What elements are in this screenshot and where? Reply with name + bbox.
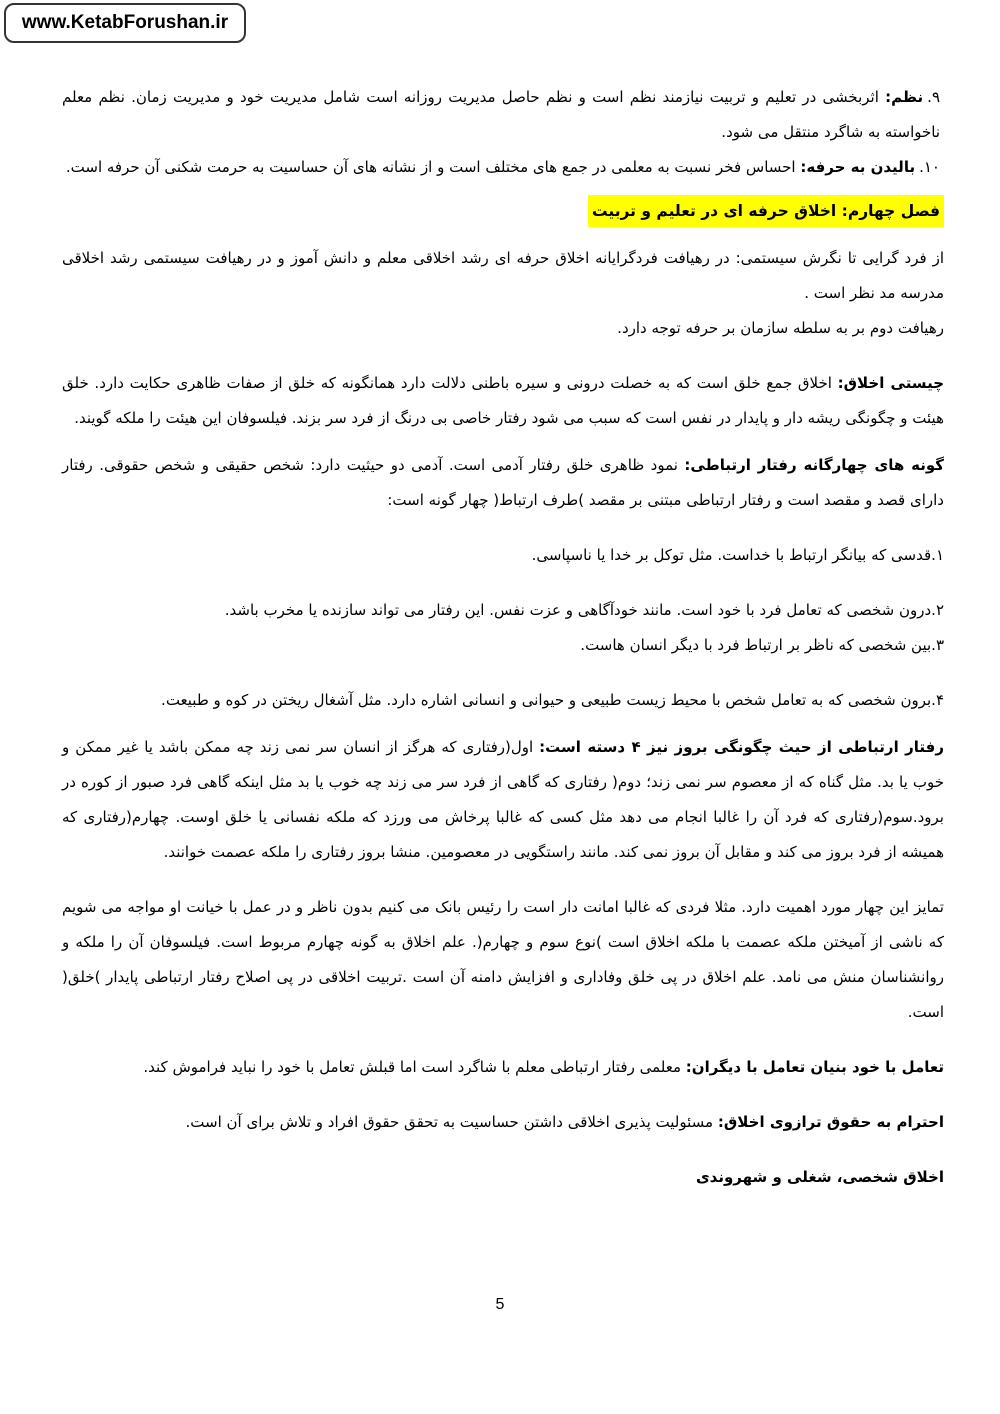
rights-respect-paragraph [62,1105,944,1140]
list-item-1 [62,538,944,573]
item-text: بین شخصی که ناظر بر ارتباط فرد با دیگر انسان هاست. [580,636,932,654]
item-text: قدسی که بیانگر ارتباط با خداست. مثل توکل بر خدا یا ناسپاسی. [531,546,932,564]
list-item-10 [62,150,944,185]
four-categories-paragraph [62,730,944,870]
paragraph-text: معلمی رفتار ارتباطی معلم با شاگرد است اما قبلش تعامل با خود را نباید فراموش کند. [143,1058,686,1076]
item-text: احساس فخر نسبت به معلمی در جمع های مختلف است و از نشانه های آن حساسیت به حرمت شکنی آن حرفه است. [65,158,801,176]
paragraph-title: گونه های چهارگانه رفتار ارتباطی: [684,456,944,474]
chapter-heading-wrap [62,195,944,227]
chapter-heading: فصل چهارم: اخلاق حرفه ای در تعلیم و تربیت [588,195,944,227]
page-content [62,80,944,1195]
item-title: نظم: [885,88,924,106]
item-text: اثربخشی در تعلیم و تربیت نیازمند نظم است و نظم حاصل مدیریت روزانه است شامل مدیریت خود و مدیریت زمان. نظم معلم ناخواسته به شاگرد منتقل می شود. [62,88,940,141]
self-interaction-paragraph [62,1050,944,1085]
item-number: ۳. [931,636,944,654]
paragraph-text: اخلاق جمع خلق است که به خصلت درونی و سیره باطنی دلالت دارد همانگونه که خلق از صفات ظاهری حکایت دارد. خلق هیئت و چگونگی ریشه دار و پایدار در نفس است که سبب می شود رفتار خاصی بی درنگ از فرد سر بزند. فیلسوفان این هیئت را ملکه گویند. [62,374,944,427]
paragraph-title: رفتار ارتباطی از حیث چگونگی بروز نیز ۴ دسته است: [539,738,944,756]
list-item-4 [62,683,944,718]
item-title: بالیدن به حرفه: [800,158,916,176]
page-number: 5 [495,1296,505,1313]
behavior-types-paragraph [62,448,944,518]
item-number: ۲. [931,601,944,619]
item-text: برون شخصی که به تعامل شخص با محیط زیست طبیعی و حیوانی و انسانی اشاره دارد. مثل آشغال ریختن در کوه و طبیعت. [161,691,932,709]
intro-paragraph-2: رهیافت دوم بر به سلطه سازمان بر حرفه توجه دارد. [617,319,944,337]
item-number: ۱۰. [919,158,940,176]
paragraph-title: تعامل با خود بنیان تعامل با دیگران: [685,1058,944,1076]
list-item-2 [62,593,944,628]
intro-paragraph: از فرد گرایی تا نگرش سیستمی: در رهیافت فردگرایانه اخلاق حرفه ای رشد اخلاقی معلم و دانش آموز و در رهیافت سیستمی رشد اخلاقی مدرسه مد نظر است . [62,249,944,302]
item-number: ۴. [931,691,944,709]
closing-heading [62,1160,944,1195]
ethics-definition-paragraph [62,366,944,436]
list-item-9 [62,80,944,150]
paragraph-text: نمود ظاهری خلق رفتار آدمی است. آدمی دو حیثیت دارد: شخص حقیقی و شخص حقوقی. رفتار دارای قصد و مقصد است و رفتار ارتباطی مبتنی بر مقصد )طرف ارتباط( چهار گونه است: [62,456,944,509]
paragraph-text: مسئولیت پذیری اخلاقی داشتن حساسیت به تحقق حقوق افراد و تلاش برای آن است. [185,1113,718,1131]
item-number: ۹. [927,88,940,106]
closing-heading-text: اخلاق شخصی، شغلی و شهروندی [695,1168,944,1186]
list-item-3 [62,628,944,663]
distinction-paragraph: تمایز این چهار مورد اهمیت دارد. مثلا فردی که غالبا امانت دار است را رئیس بانک می کنیم بدون ناظر و در عمل با خیانت او مواجه می شویم که ناشی از آمیختن ملکه عصمت با ملکه اخلاق است )نوع سوم و چهارم(. علم اخلاق به گونه چهارم مربوط است. فیلسوفان آن را ملکه و روانشناسان منش می نامد. علم اخلاق در پی خلق وفاداری و افزایش دامنه آن است .تربیت اخلاقی در پی اصلاح رفتار ارتباطی پایدار )خلق( است. [62,898,944,1021]
paragraph-text: اول(رفتاری که هرگز از انسان سر نمی زند چه ممکن باشد یا غیر ممکن و خوب یا بد. مثل گناه که از معصوم سر نمی زند؛ دوم( رفتاری که گاهی از فرد سر می زند چه خوب یا بد مثل اینکه گاهی فرد صبور از کوره در برود.سوم(رفتاری که فرد آن را غالبا انجام می دهد مثل کسی که غالبا پرخاش می ورزد که ملکه نفسانی یا خلق اوست. چهارم(رفتاری که همیشه از فرد بروز می کند و مقابل آن بروز نمی کند. مانند راستگویی در معصومین. منشا بروز رفتاری را ملکه عصمت خوانند. [62,738,944,861]
paragraph-title: احترام به حقوق ترازوی اخلاق: [717,1113,944,1131]
item-text: درون شخصی که تعامل فرد با خود است. مانند خودآگاهی و عزت نفس. این رفتار می تواند سازنده یا مخرب باشد. [224,601,932,619]
item-number: ۱. [931,546,944,564]
paragraph-title: چیستی اخلاق: [837,374,945,392]
watermark-logo: www.KetabForushan.ir [4,3,246,43]
